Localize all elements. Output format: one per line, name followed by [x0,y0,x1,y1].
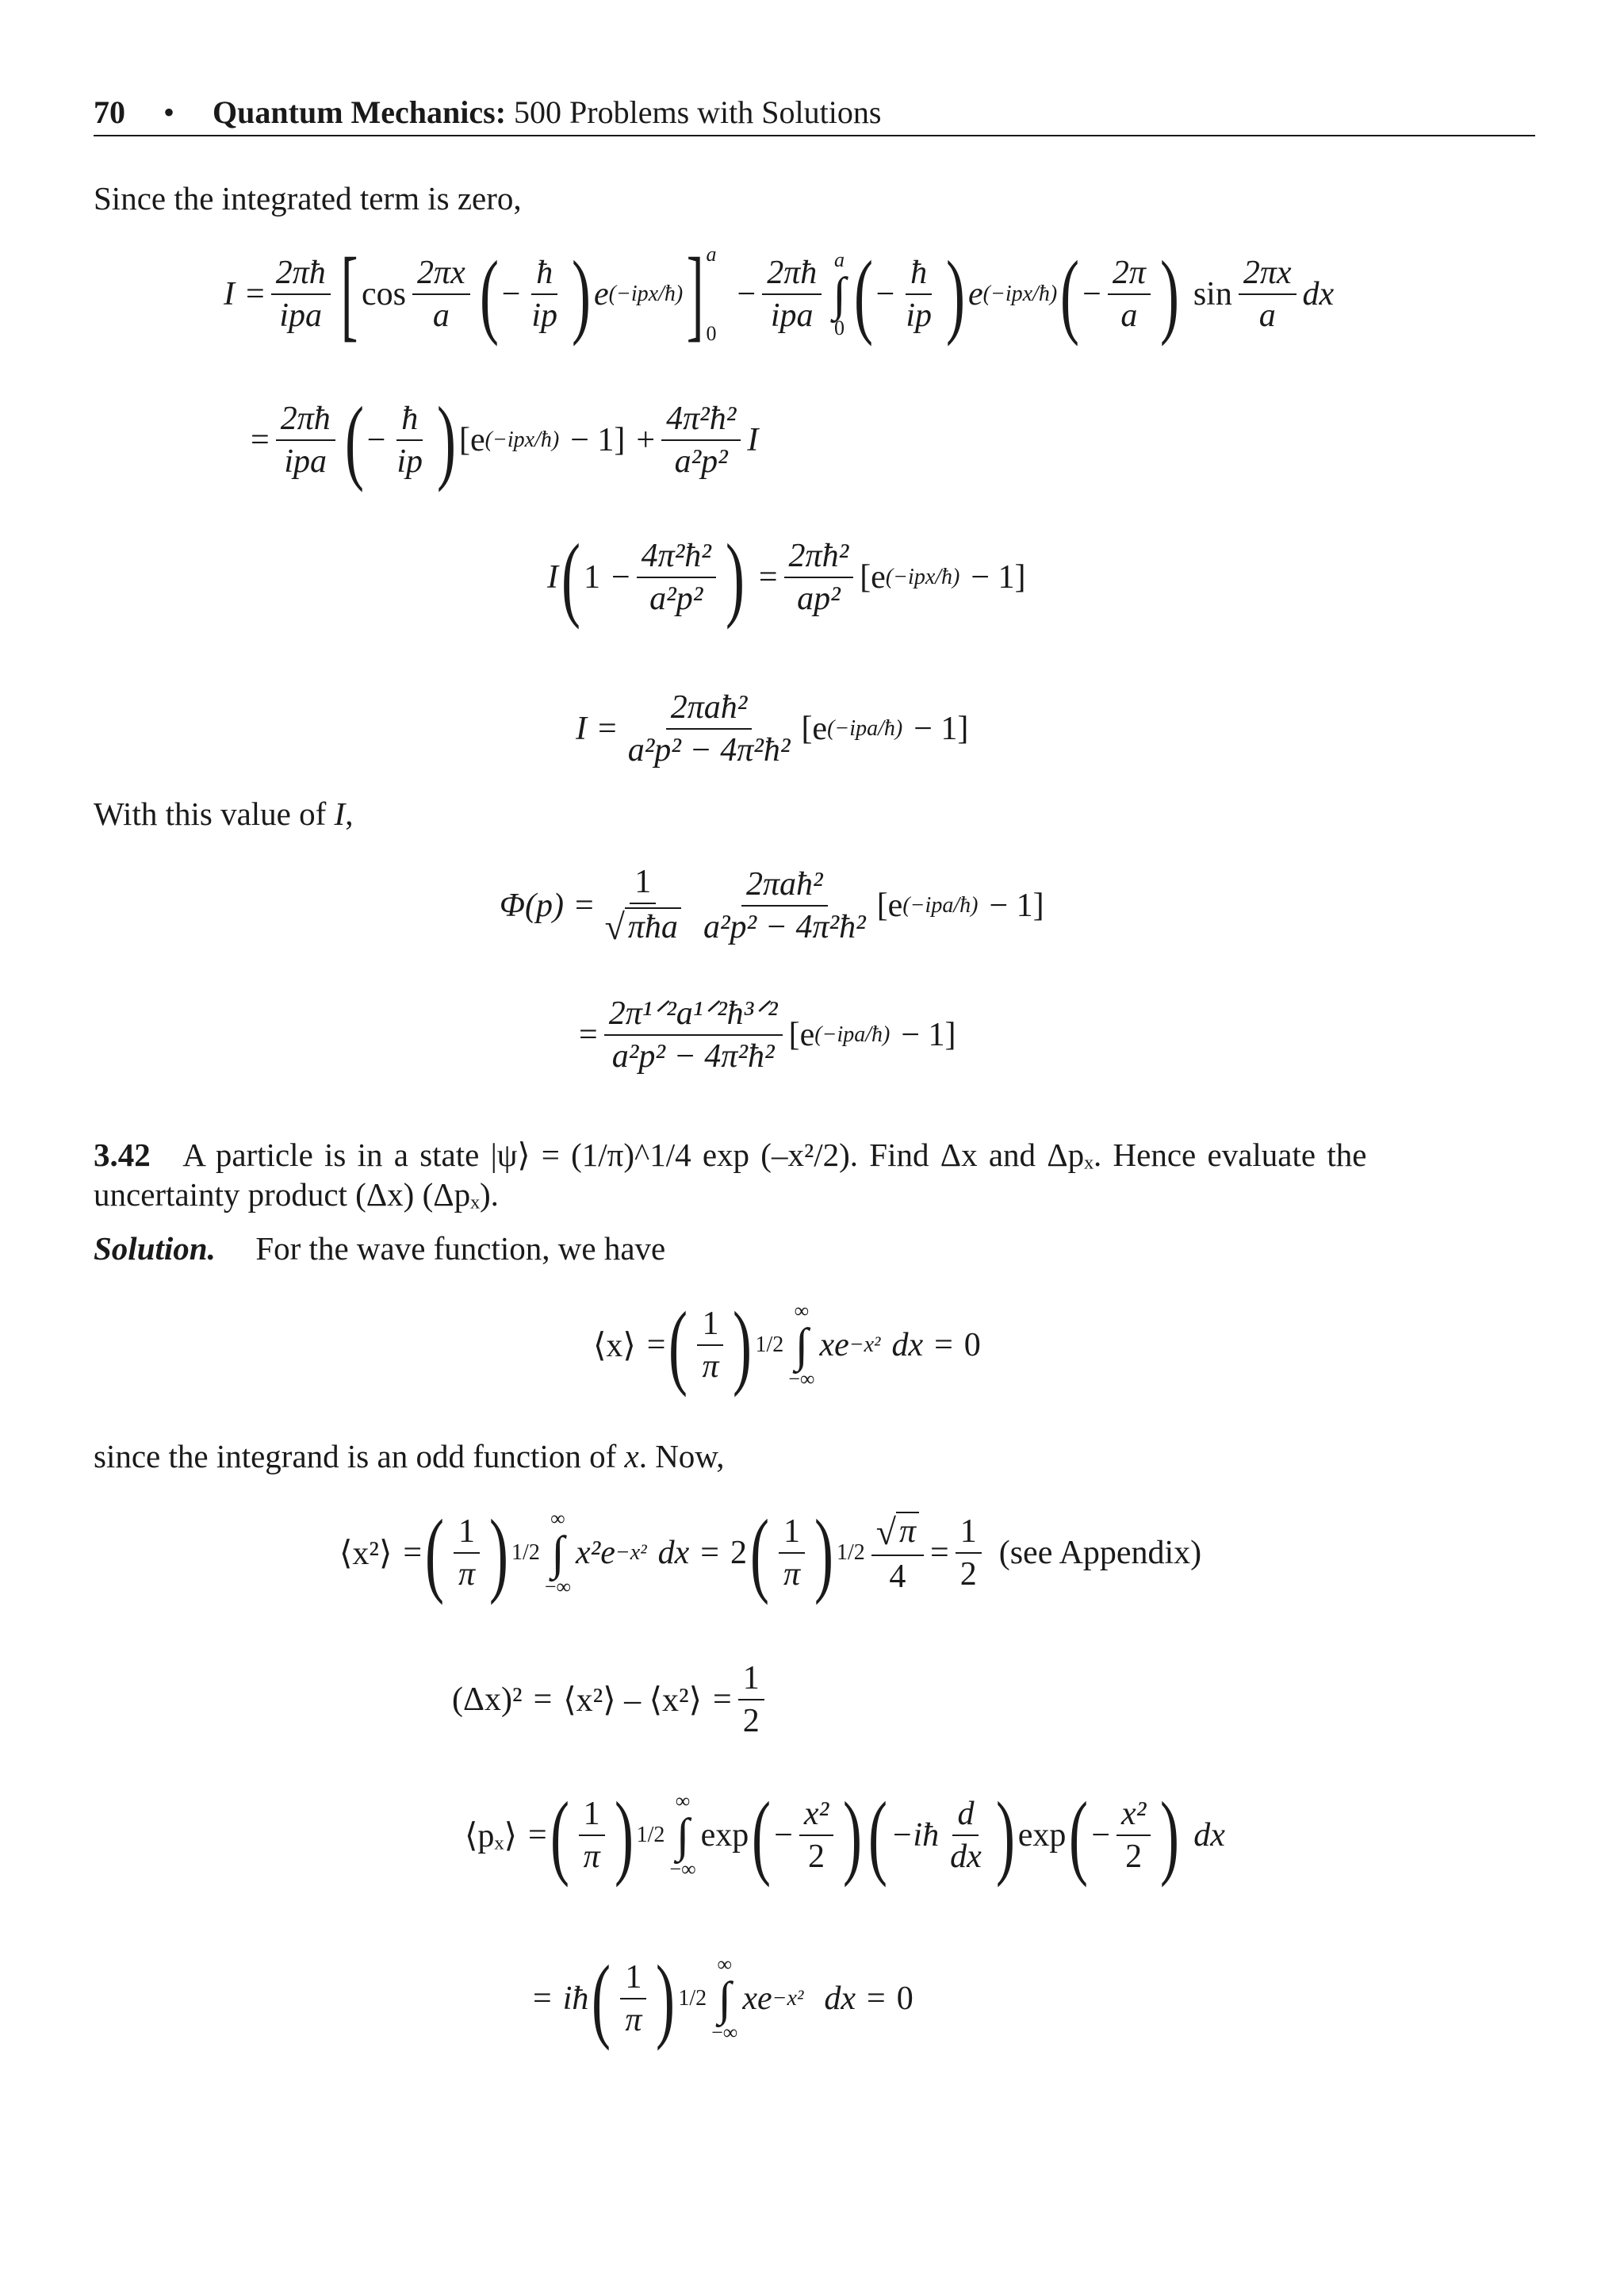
equation-e9: (Δx)² = ⟨x²⟩ – ⟨x²⟩ = $\frac{1}{2}$ [452,1661,771,1739]
solution-label: Solution. [94,1230,216,1267]
problem-number: 3.42 [94,1137,151,1173]
page-number: 70 [94,94,125,130]
problem-statement-line1: 3.42 A particle is in a state |ψ⟩ = (1/π)^1/4 exp (–x²/2). Find Δx and Δpₓ. Hence evaluate the [94,1137,1367,1173]
equation-e3: I ( 1 − $\frac{\text{4π²ħ²}}{\text{a²p²}}$ ) = $\frac{\text{2πħ²}}{\text{ap²}}$ [e (−ipx/ħ) − 1] [547,524,1026,630]
equation-e8: ⟨x²⟩ = ( $\frac{1}{\pi}$ ) 1/2 ∞ ∫ −∞ x²e −x² dx = 2 ( $\frac{1}{\pi}$ ) 1/2 √ π 4 = $\frac{1}{2}$ (see Appendix) [339,1500,1202,1605]
solution-intro: Solution. For the wave function, we have [94,1230,666,1267]
equation-e10: ⟨pₓ⟩ = ( $\frac{1}{\pi}$ ) 1/2 ∞ ∫ −∞ exp ( − $\frac{\text{x²}}{2}$ ) ( −iħ $\frac{d}{dx}$ ) exp ( − $\frac{\text{x²}}{2}$ ) dx [465,1782,1225,1888]
equation-e5: Φ(p) = 1 √ πħa $\frac{\text{2πaħ²}}{\text{a²p² − 4π²ħ²}}$ [e (−ipa/ħ) − 1] [500,864,1044,948]
equation-e4: I = $\frac{\text{2πaħ²}}{\text{a²p² − 4π²ħ²}}$ [e (−ipa/ħ) − 1] [576,689,969,769]
equation-e6: = $\frac{\text{2π¹ᐟ²a¹ᐟ²ħ³ᐟ²}}{\text{a²p² − 4π²ħ²}}$ [e (−ipa/ħ) − 1] [579,995,956,1075]
paragraph-value-of-i: With this value of I, [94,796,354,832]
header-rule [94,135,1535,136]
book-title: Quantum Mechanics: [213,94,507,130]
problem-statement-line2: uncertainty product (Δx) (Δpₓ). [94,1176,499,1213]
paragraph-intro: Since the integrated term is zero, [94,180,522,217]
equation-e7: ⟨x⟩ = ( $\frac{1}{\pi}$ ) 1/2 ∞ ∫ −∞ xe −x² dx = 0 [593,1292,981,1397]
header-bullet: • [163,94,175,130]
running-header [94,94,881,131]
book-subtitle: 500 Problems with Solutions [514,94,882,130]
paragraph-odd-function: since the integrand is an odd function of x. Now, [94,1438,725,1474]
equation-e1: I = $\frac{2\pi ħ}{\text{ipa}}$ [ cos $\frac{2\pi x}{a}$ ( − $\frac{ħ}{ip}$ ) e (−ipx/ħ) ] a 0 − $\frac{2\pi ħ}{\text{ipa}}$ a ∫ 0 ( − $\frac{ħ}{ip}$ ) e (−ipx/ħ) ( − $\frac{2\pi}{a}$ ) sin $\frac{2\pi x}{a}$ dx [224,237,1335,351]
equation-e2: = $\frac{2\pi ħ}{\text{ipa}}$ ( − $\frac{ħ}{ip}$ ) [e (−ipx/ħ) − 1] + $\frac{\text{4π²ħ²}}{\text{a²p²}}$ I [251,387,759,493]
equation-e11: = iħ ( $\frac{1}{\pi}$ ) 1/2 ∞ ∫ −∞ xe −x² dx = 0 [533,1946,914,2051]
